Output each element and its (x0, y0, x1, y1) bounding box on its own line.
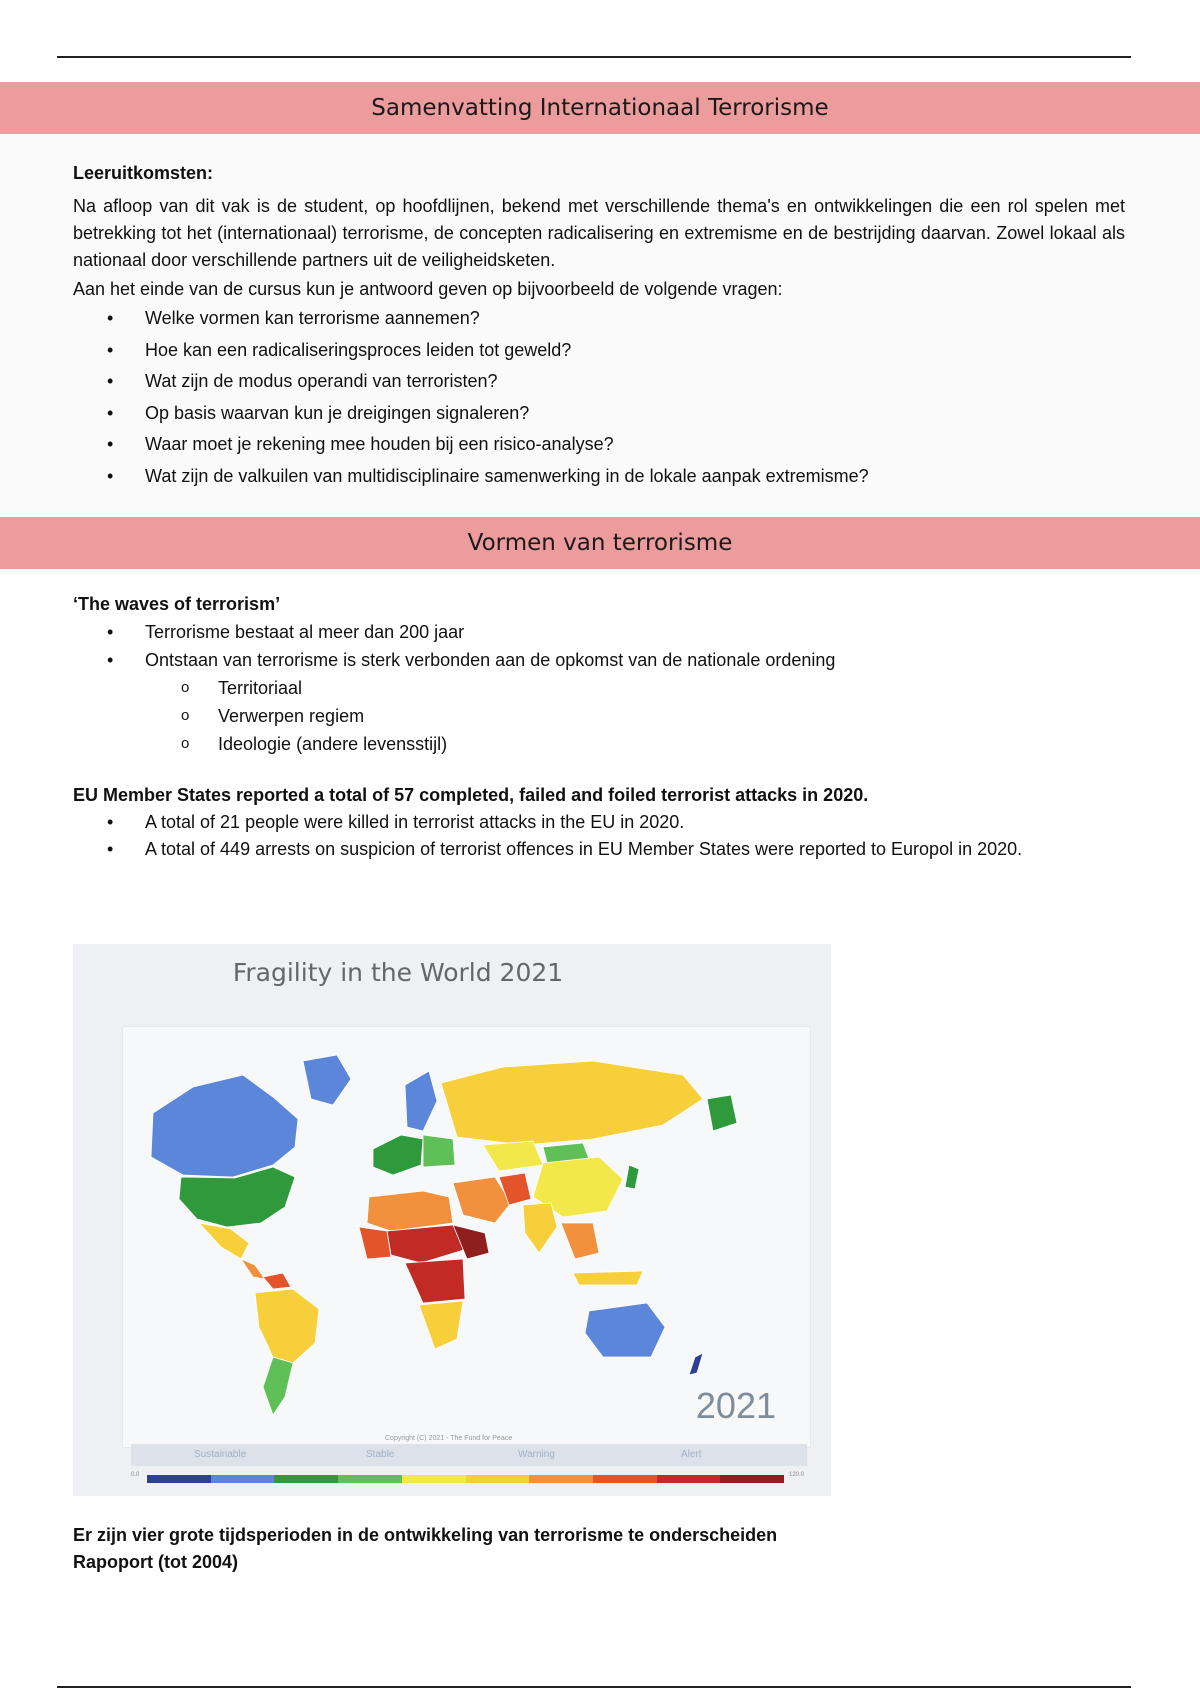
scale-swatch (466, 1475, 530, 1483)
closing-line: Er zijn vier grote tijdsperioden in de ontwikkeling van terrorisme te onderscheiden (73, 1525, 778, 1545)
section-banner-vormen (0, 517, 1200, 569)
map-central-africa (405, 1259, 465, 1303)
map-alaska-region (707, 1095, 737, 1131)
list-item: • Wat zijn de modus operandi van terroristen? (73, 366, 1125, 398)
scale-min-label: 0.0 (131, 1472, 140, 1478)
map-southern-africa (419, 1301, 463, 1349)
map-southeast-asia (561, 1223, 599, 1259)
learning-outcomes-section (73, 160, 1125, 493)
eu-heading: EU Member States reported a total of 57 completed, failed and foiled terrorist attacks in 2020. (73, 785, 869, 805)
sub-list-item: o Ideologie (andere levensstijl) (73, 730, 1125, 758)
closing-section (73, 1522, 1125, 1576)
map-russia (441, 1061, 703, 1145)
legend-label: Warning (518, 1449, 555, 1460)
map-venezuela (263, 1273, 291, 1289)
figure-title: Fragility in the World 2021 (232, 958, 564, 987)
legend-label: Stable (366, 1449, 395, 1460)
sub-list-item: o Territoriaal (73, 674, 1125, 702)
scale-swatch (211, 1475, 275, 1483)
scale-swatch (402, 1475, 466, 1483)
list-item: • Wat zijn de valkuilen van multidisciplinaire samenwerking in de lokale aanpak extremisme? (73, 461, 1125, 493)
list-item: • Ontstaan van terrorisme is sterk verbonden aan de opkomst van de nationale ordening (73, 646, 1125, 674)
map-kazakhstan (483, 1141, 543, 1171)
map-southern-cone (263, 1357, 293, 1415)
world-map (122, 1026, 811, 1448)
legend-label: Alert (681, 1449, 702, 1460)
waves-heading: ‘The waves of terrorism’ (73, 594, 281, 614)
list-item: • Hoe kan een radicaliseringsproces leiden tot geweld? (73, 335, 1125, 367)
scale-swatch (593, 1475, 657, 1483)
map-western-europe (373, 1135, 423, 1175)
map-mexico (199, 1223, 249, 1259)
world-map-graphic (123, 1027, 810, 1447)
scale-max-label: 120.0 (789, 1472, 805, 1478)
scale-swatch (720, 1475, 784, 1483)
closing-line: Rapoport (tot 2004) (73, 1552, 239, 1572)
map-japan (625, 1165, 639, 1189)
color-scale (147, 1475, 784, 1483)
map-new-zealand (689, 1353, 703, 1375)
list-item: • A total of 21 people were killed in terrorist attacks in the EU in 2020. (73, 809, 1125, 836)
eu-list (73, 809, 1125, 863)
map-indonesia (573, 1271, 643, 1285)
map-west-africa (359, 1227, 391, 1259)
legend-bar (131, 1444, 807, 1466)
page-title-banner (0, 82, 1200, 134)
map-australia (585, 1303, 665, 1357)
question-list (73, 303, 1125, 493)
list-item: • Op basis waarvan kun je dreigingen signaleren? (73, 398, 1125, 430)
list-item: • Welke vormen kan terrorisme aannemen? (73, 303, 1125, 335)
scale-swatch (657, 1475, 721, 1483)
map-year: 2021 (695, 1385, 776, 1426)
scale-swatch (147, 1475, 211, 1483)
waves-sublist (73, 674, 1125, 758)
map-india (523, 1203, 557, 1253)
waves-list (73, 618, 1125, 674)
page-title: Samenvatting Internationaal Terrorisme (371, 95, 829, 121)
sub-list-item: o Verwerpen regiem (73, 702, 1125, 730)
map-central-america (241, 1259, 265, 1279)
map-scandinavia (405, 1071, 437, 1131)
map-south-america (255, 1289, 319, 1363)
map-copyright: Copyright (C) 2021 - The Fund for Peace (385, 1435, 513, 1442)
bottom-rule (57, 1686, 1131, 1688)
learning-outcomes-heading: Leeruitkomsten: (73, 163, 214, 183)
map-eastern-europe (423, 1135, 455, 1167)
list-item: • A total of 449 arrests on suspicion of terrorist offences in EU Member States were reported to Europol in 2020. (73, 836, 1125, 863)
scale-swatch (274, 1475, 338, 1483)
section-title: Vormen van terrorisme (467, 530, 733, 556)
list-item: • Terrorisme bestaat al meer dan 200 jaar (73, 618, 1125, 646)
map-greenland (303, 1055, 351, 1105)
learning-outcomes-intro: Aan het einde van de cursus kun je antwoord geven op bijvoorbeeld de volgende vragen: (73, 279, 783, 299)
scale-swatch (338, 1475, 402, 1483)
list-item: • Waar moet je rekening mee houden bij een risico-analyse? (73, 429, 1125, 461)
map-canada (151, 1075, 298, 1177)
fragility-map-figure (73, 944, 831, 1496)
top-rule (57, 56, 1131, 58)
waves-section (73, 590, 1125, 758)
map-north-africa (367, 1191, 453, 1231)
eu-section (73, 782, 1125, 863)
learning-outcomes-paragraph: Na afloop van dit vak is de student, op hoofdlijnen, bekend met verschillende thema's en ontwikkelingen die een rol spelen met betrekking tot het (internationaal) terrorisme, de concepten radicalisering en extremisme en de bestrijding daarvan. Zowel lokaal als nationaal door verschillende partners uit de veiligheidsketen. (73, 196, 1125, 270)
legend-label: Sustainable (194, 1449, 247, 1460)
scale-swatch (529, 1475, 593, 1483)
